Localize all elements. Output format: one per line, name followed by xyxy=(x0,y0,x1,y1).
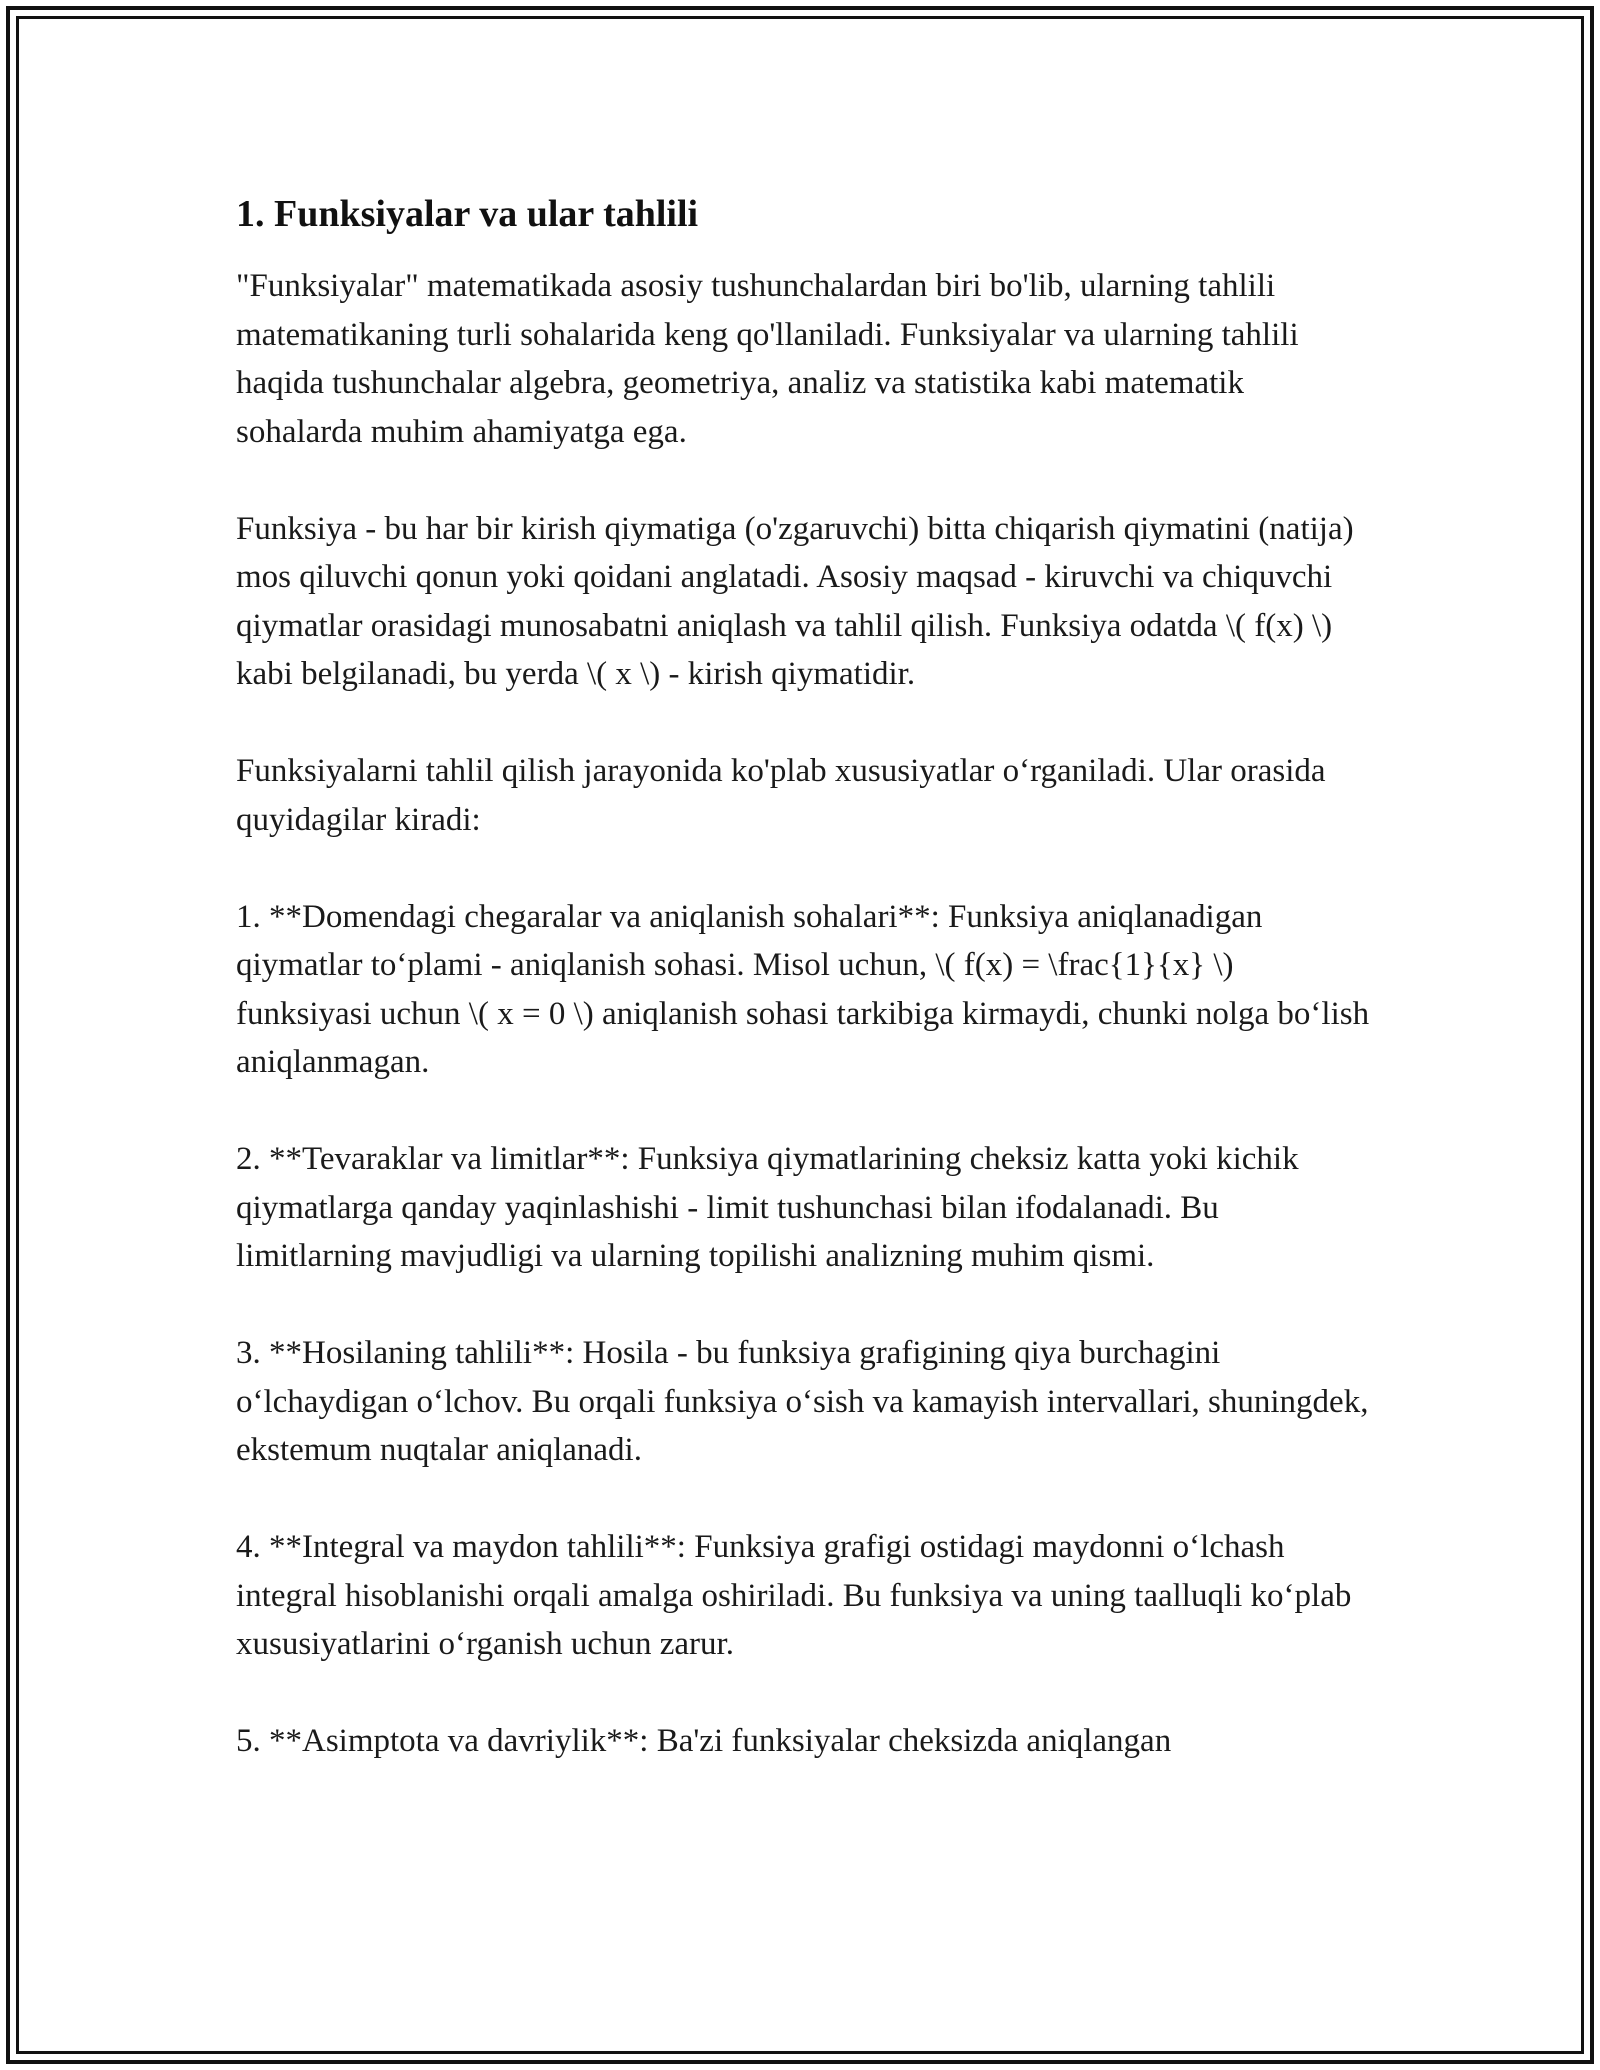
list-item-asymptote: 5. **Asimptota va davriylik**: Ba'zi funksiyalar cheksizda aniqlangan xyxy=(236,1723,1172,1759)
list-item-domain: 1. **Domendagi chegaralar va aniqlanish sohalari**: Funksiya aniqlanadigan qiymatlar to‘plami - aniqlanish sohasi. Misol uchun, \( f(x) = \frac{1}{x} \) funksiyasi uchun \( x = 0 \) aniqlanish sohasi tarkibiga kirmaydi, chunki nolga bo‘lish aniqlanmagan. xyxy=(236,898,1370,1080)
document-body xyxy=(236,188,1376,1766)
list-item-derivative: 3. **Hosilaning tahlili**: Hosila - bu funksiya grafigining qiya burchagini o‘lchaydigan o‘lchov. Bu orqali funksiya o‘sish va kamayish intervallari, shuningdek, ekstemum nuqtalar aniqlanadi. xyxy=(236,1335,1369,1468)
list-item-limits: 2. **Tevaraklar va limitlar**: Funksiya qiymatlarining cheksiz katta yoki kichik qiymatlarga qanday yaqinlashishi - limit tushunchasi bilan ifodalanadi. Bu limitlarning mavjudligi va ularning topilishi analizning muhim qismi. xyxy=(236,1141,1299,1274)
list-item-integral: 4. **Integral va maydon tahlili**: Funksiya grafigi ostidagi maydonni o‘lchash integral hisoblanishi orqali amalga oshiriladi. Bu funksiya va uning taalluqli ko‘plab xususiyatlarini o‘rganish uchun zarur. xyxy=(236,1529,1352,1662)
section-heading: 1. Funksiyalar va ular tahlili xyxy=(236,193,699,235)
paragraph-properties-intro: Funksiyalarni tahlil qilish jarayonida ko'plab xususiyatlar o‘rganiladi. Ular orasida quyidagilar kiradi: xyxy=(236,753,1326,838)
paragraph-definition: Funksiya - bu har bir kirish qiymatiga (o'zgaruvchi) bitta chiqarish qiymatini (natija) mos qiluvchi qonun yoki qoidani anglatadi. Asosiy maqsad - kiruvchi va chiquvchi qiymatlar orasidagi munosabatni aniqlash va tahlil qilish. Funksiya odatda \( f(x) \) kabi belgilanadi, bu yerda \( x \) - kirish qiymatidir. xyxy=(236,510,1354,692)
paragraph-intro: "Funksiyalar" matematikada asosiy tushunchalardan biri bo'lib, ularning tahlili matematikaning turli sohalarida keng qo'llaniladi. Funksiyalar va ularning tahlili haqida tushunchalar algebra, geometriya, analiz va statistika kabi matematik sohalarda muhim ahamiyatga ega. xyxy=(236,268,1299,450)
